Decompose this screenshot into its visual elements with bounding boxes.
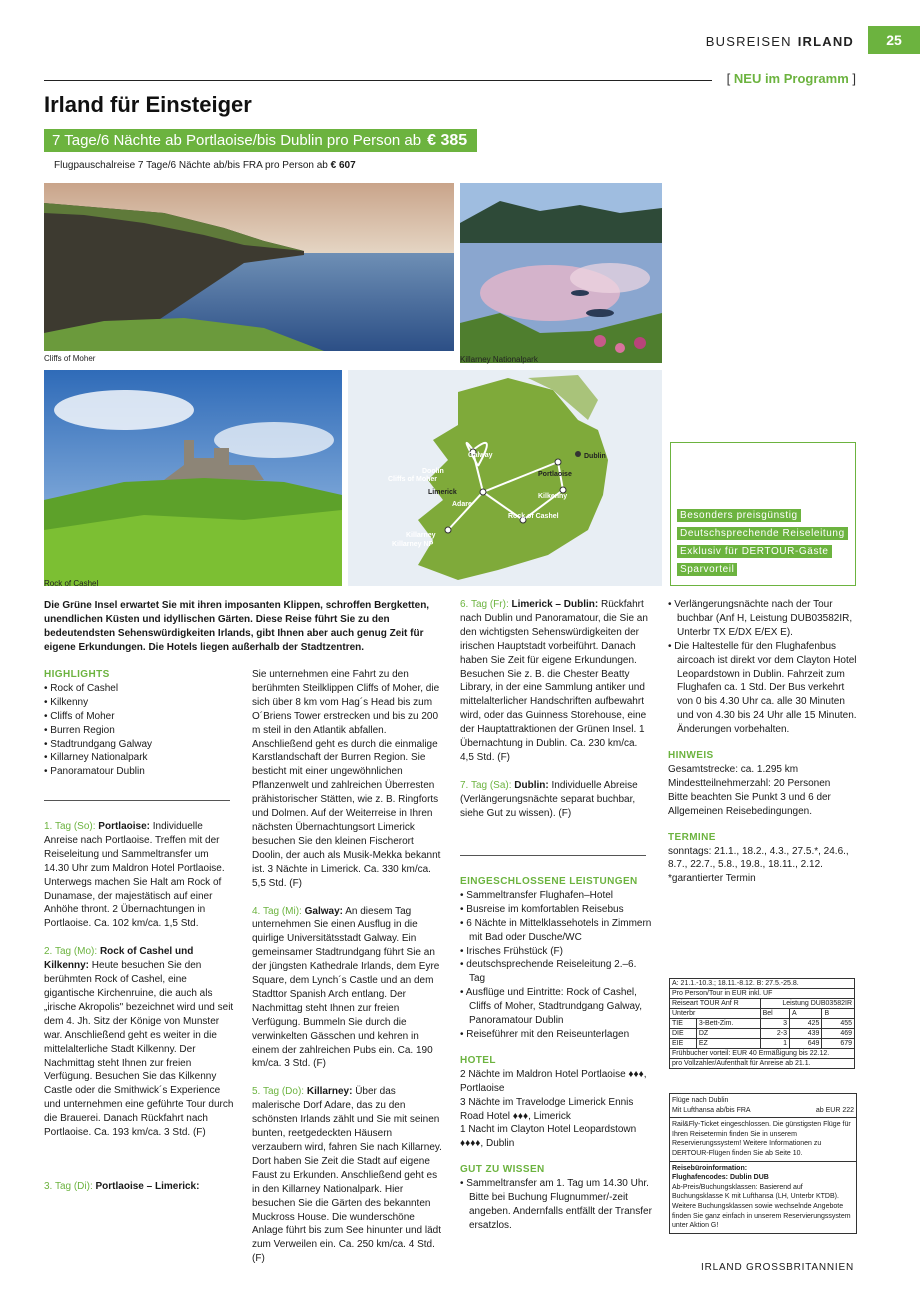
column-1 <box>44 668 234 779</box>
price-table-header-b: B <box>822 1009 855 1019</box>
list-item: • Burren Region <box>44 724 234 738</box>
badge-exklusiv: Exklusiv für DERTOUR-Gäste <box>677 545 832 558</box>
day-4-title: Galway: <box>304 905 343 917</box>
caption-cashel: Rock of Cashel <box>44 579 99 588</box>
list-item: • Ausflüge und Eintritte: Rock of Cashel, Cliffs of Moher, Stadtrundgang Galway, Panoramatour Dublin <box>460 986 652 1028</box>
hotel-line-1: 2 Nächte im Maldron Hotel Portlaoise ♦♦♦, Portlaoise <box>460 1068 647 1094</box>
column-3 <box>460 598 648 821</box>
column-3-services <box>460 875 652 1233</box>
list-item: • deutschsprechende Reiseleitung 2.–6. Tag <box>460 958 652 986</box>
list-item: • Kilkenny <box>44 696 234 710</box>
list-item: • Killarney Nationalpark <box>44 751 234 765</box>
rock-of-cashel-photo <box>44 370 342 586</box>
price-table-note-1: Frühbucher vorteil: EUR 40 Ermäßigung bis 22.12. <box>670 1049 855 1059</box>
flight-box-price: ab EUR 222 <box>815 1106 854 1114</box>
column-1-days <box>44 820 234 1140</box>
day-7 <box>460 779 648 821</box>
price-table-dates: A: 21.1.-10.3.; 18.11.-8.12. B: 27.5.-25.8. <box>670 979 855 989</box>
features-box <box>670 442 856 586</box>
gut-list-cont <box>668 598 860 737</box>
cliffs-of-moher-photo <box>44 183 454 351</box>
day-1-title: Portlaoise: <box>98 821 150 832</box>
page-title: Irland für Einsteiger <box>44 92 252 117</box>
price-table-box <box>669 978 857 1069</box>
flight-package-text: Flugpauschalreise 7 Tage/6 Nächte ab/bis FRA pro Person ab <box>54 160 328 171</box>
badge-preisguenstig: Besonders preisgünstig <box>677 509 801 522</box>
gut-list-start <box>460 1177 652 1233</box>
list-item: • Busreise im komfortablen Reisebus <box>460 903 652 917</box>
termine-heading: TERMINE <box>668 831 716 843</box>
day-3-label: 3. Tag (Di): <box>44 1181 93 1192</box>
map-label-killarney: Killarney <box>406 532 436 539</box>
flight-box-title: Flüge nach Dublin <box>672 1097 729 1104</box>
table-row: TIE 3-Bett-Zim. 3 425 455 <box>670 1019 855 1029</box>
map-label-cliffs: Cliffs of Moher <box>388 476 437 483</box>
flight-box-codes: Flughafencodes: Dublin DUB <box>672 1174 769 1182</box>
page-number: 25 <box>868 26 920 54</box>
highlights-list <box>44 682 234 779</box>
flight-box-sub: Mit Lufthansa ab/bis FRA <box>672 1106 751 1114</box>
list-item: • Die Haltestelle für den Flughafenbus aircoach ist direkt vor dem Clayton Hotel Leopardstown in Dublin. Fahrzeit zum Flughafen ca. 1 Std. Der Bus verkehrt von 0 bis 4.30 Uhr ca. alle 30 Minuten und von 4.30 bis 24 Uhr alle 15 Minuten. Änderungen vorbehalten. <box>668 640 860 737</box>
day-1-label: 1. Tag (So): <box>44 821 96 832</box>
day-2-text: Heute besuchen Sie den berühmten Rock of Cashel, eine gigantische Kirchenruine, die auch als „irische Akropolis" bezeichnet wird und seit dem 4. Jh. Sitz der Könige von Munster war. Anschließend geht es weiter in die mittelalterliche Stadt Kilkenny. Der Nachmittag steht Ihnen zur freien Verfügung. Besuchen Sie das Kilkenny Castle oder die Smithwick´s Experience und unternehmen eine geführte Tour durch die Brauerei. Danach Rückfahrt nach Portlaoise. Ca. 193 km/ca. 3 Std. (F) <box>44 960 234 1139</box>
termine-text: sonntags: 21.1., 18.2., 4.3., 27.5.*, 24.6., 8.7., 22.7., 5.8., 19.8., 18.11., 2.12. <box>668 845 849 871</box>
hotel-line-2: 3 Nächte im Travelodge Limerick Ennis Road Hotel ♦♦♦, Limerick <box>460 1096 634 1122</box>
day-1-text: Individuelle Anreise nach Portlaoise. Treffen mit der Reiseleitung und Sammeltransfer um 14.30 Uhr zum Maldron Hotel Portlaoise. Unterwegs machen Sie Halt am Rock of Dunamase, der majestätisch auf einer Anhöhe thront. 2 Übernachtungen in Portlaoise. Ca. 102 km/ca. 1,5 Std. <box>44 821 225 930</box>
new-badge: [ NEU im Programm ] <box>726 71 856 86</box>
price-table-header-a: A <box>790 1009 822 1019</box>
flight-info-box <box>669 1093 857 1234</box>
price-table-per-person: Pro Person/Tour in EUR inkl. UF <box>670 989 855 999</box>
day-6 <box>460 598 648 765</box>
map-label-rock-of-cashel: Rock of Cashel <box>508 513 559 520</box>
map-label-limerick: Limerick <box>428 489 457 496</box>
list-item: • 6 Nächte in Mittelklassehotels in Zimmern mit Bad oder Dusche/WC <box>460 917 652 945</box>
hinweis-line-3: Bitte beachten Sie Punkt 3 und 6 der Allgemeinen Reisebedingungen. <box>668 791 831 817</box>
gut-heading: GUT ZU WISSEN <box>460 1164 545 1176</box>
day-5-text: Über das malerische Dorf Adare, das zu den schönsten Irlands zählt und Sie mit seinen bunten, reetgedeckten Häusern verzaubern wird, fahren Sie nach Killarney. Dort haben Sie Zeit die Stadt auf eigene Faust zu Erkunden. Anschließend geht es in den Killarney Nationalpark. Hier besuchen Sie die Gärten des bekannten Muckross House. Die wunderschöne Anlage führt bis zum See hinunter und lädt zum Verweilen ein. Ca. 250 km/ca. 4 Std. (F) <box>252 1086 442 1265</box>
header-category <box>706 34 854 49</box>
hinweis-heading: HINWEIS <box>668 750 714 762</box>
map-label-doolin: Doolin <box>422 468 444 475</box>
day-2 <box>44 945 234 1140</box>
route-map <box>348 370 662 586</box>
day-4-text: An diesem Tag unternehmen Sie einen Ausflug in die quirlige Universitätsstadt Galway. Ein gemeinsamer Stadtrundgang führt Sie an der jüngsten Kathedrale Irlands, dem Eyre Square, dem Lynch´s Castle und an dem Stadttor Spanish Arch entlang. Der Nachmittag steht Ihnen zur freien Verfügung. Bummeln Sie durch die verwinkelten Gässchen und kehren in einem der zahlreichen Pubs ein. Ca. 190 km/ca. 3 Std. (F) <box>252 905 440 1070</box>
day-3-col1 <box>44 1180 234 1194</box>
list-item: • Irisches Frühstück (F) <box>460 945 652 959</box>
price-table-header-bel: Bel <box>760 1009 789 1019</box>
day-2-title: Rock of Cashel und Kilkenny: <box>44 946 194 972</box>
caption-killarney: Killarney Nationalpark <box>460 355 538 364</box>
day-6-title: Limerick – Dublin: <box>511 599 599 610</box>
hinweis-line-2: Mindestteilnehmerzahl: 20 Personen <box>668 777 831 789</box>
day-1 <box>44 820 234 931</box>
list-item: • Rock of Cashel <box>44 682 234 696</box>
killarney-photo <box>460 183 662 363</box>
highlights-heading: HIGHLIGHTS <box>44 669 110 680</box>
list-item: • Sammeltransfer Flughafen–Hotel <box>460 889 652 903</box>
badge-reiseleitung: Deutschsprechende Reiseleitung <box>677 527 848 540</box>
map-label-dublin: Dublin <box>584 453 606 460</box>
list-item: • Stadtrundgang Galway <box>44 738 234 752</box>
caption-cliffs: Cliffs of Moher <box>44 354 96 363</box>
included-list <box>460 889 652 1042</box>
price-bar-price: € 385 <box>427 131 468 149</box>
new-badge-text: NEU im Programm <box>733 71 849 86</box>
map-label-portlaoise: Portlaoise <box>538 471 572 478</box>
day-7-text: Individuelle Abreise (Verlängerungsnächte separat buchbar, siehe Gut zu wissen). (F) <box>460 779 638 819</box>
hotel-line-3: 1 Nacht im Clayton Hotel Leopardstown ♦♦♦♦, Dublin <box>460 1124 637 1150</box>
day-7-label: 7. Tag (Sa): <box>460 779 512 791</box>
table-row: EIE EZ 1 649 679 <box>670 1039 855 1049</box>
divider <box>44 800 230 801</box>
list-item: • Sammeltransfer am 1. Tag um 14.30 Uhr. Bitte bei Buchung Flugnummer/-zeit angeben. Andernfalls entfällt der Transfer ersatzlos. <box>460 1177 652 1233</box>
map-label-killarney-np: Killarney NP <box>392 541 434 548</box>
flight-package-price: € 607 <box>330 160 356 171</box>
map-label-adare: Adare <box>452 501 472 508</box>
flight-box-subline <box>672 1106 854 1116</box>
day-5 <box>252 1085 442 1266</box>
list-item: • Verlängerungsnächte nach der Tour buchbar (Anf H, Leistung DUB03582IR, Unterbr TX E/DX E/EX E). <box>668 598 860 640</box>
day-4-label: 4. Tag (Mi): <box>252 905 302 917</box>
flight-box-info-head: Reisebüroinformation: <box>672 1164 748 1172</box>
flight-box-text-2: Ab-Preis/Buchungsklassen: Basierend auf Buchungsklasse K mit Lufthansa (LH, Unterbr KTDB). Weitere Buchungsklassen sowie wechselnde Angebote finden Sie ganz einfach in unserem Reservierungssystem unter Aktion G! <box>672 1183 851 1230</box>
intro-text: Die Grüne Insel erwartet Sie mit ihren imposanten Klippen, schroffen Bergketten, unendlichen Küsten und idyllischen Gärten. Diese Reise führt Sie zu den bedeutendsten Sehenswürdigkeiten Irlands, gibt Ihnen aber auch genug Zeit für eigene Erkundungen. Die Hotels liegen außerhalb der Stadtzentren. <box>44 600 430 653</box>
flight-box-text-1: Rail&Fly-Ticket eingeschlossen. Die günstigsten Flüge für Ihren Reisetermin finden Sie in unserem Reservierungssystem! Weitere Informationen zu DERTOUR-Flügen finden Sie ab Seite 10. <box>672 1121 851 1157</box>
category-busreisen: BUSREISEN <box>705 34 792 49</box>
map-label-galway: Galway <box>468 452 493 459</box>
termine-note: *garantierter Termin <box>668 873 756 885</box>
day-7-title: Dublin: <box>514 779 549 791</box>
day-6-text: Rückfahrt nach Dublin und Panoramatour, die Sie an den wichtigsten Sehenswürdigkeiten der irischen Hauptstadt vorbeiführt. Danach haben Sie Zeit für eigene Erkundungen. Besuchen Sie z. B. die Chester Beatty Library, in der eine Sammlung antiker und mittelalterlicher Handschriften aufbewahrt wird, oder das Guinness Storehouse, eine der Hauptattraktionen der Grünen Insel. 1 Übernachtung in Dublin. Ca. 230 km/ca. 4,5 Std. (F) <box>460 599 648 763</box>
day-2-label: 2. Tag (Mo): <box>44 946 98 958</box>
flight-package-line <box>54 160 356 171</box>
included-heading: EINGESCHLOSSENE LEISTUNGEN <box>460 876 638 887</box>
day-6-label: 6. Tag (Fr): <box>460 599 509 610</box>
badge-sparvorteil: Sparvorteil <box>677 563 737 576</box>
day-5-label: 5. Tag (Do): <box>252 1086 305 1098</box>
price-table-note-2: pro Vollzahler/Aufenthalt für Anreise ab 21.1. <box>670 1059 855 1069</box>
table-row: DIE DZ 2-3 439 469 <box>670 1029 855 1039</box>
category-irland: IRLAND <box>797 34 854 49</box>
column-2 <box>252 668 442 1266</box>
price-bar-text: 7 Tage/6 Nächte ab Portlaoise/bis Dublin pro Person ab <box>52 132 422 149</box>
day-3-text: Sie unternehmen eine Fahrt zu den berühmten Steilklippen Cliffs of Moher, die sich über 8 km vom Hag´s Head bis zum O´Briens Tower erstrecken und bis zu 200 m steil in den Atlantik abfallen. Anschließend geht es durch die einmalige Karstlandschaft der Burren Region. Sie besticht mit einer ungewöhnlichen Pflanzenwelt und zahlreichen Überresten prähistorischer Stätten, wie z. B. Ringforts und Dolmen. Auf der Weiterreise in Ihren nächsten Übernachtungsort Limerick besuchen Sie den kleinen Fischerort Doolin, der auch als Musik-Mekka bekannt ist. 3 Nächte in Limerick. Ca. 330 km/ca. 5,5 Std. (F) <box>252 669 441 889</box>
day-5-title: Killarney: <box>306 1086 353 1098</box>
price-bar <box>44 129 477 152</box>
list-item: • Panoramatour Dublin <box>44 765 234 779</box>
map-label-kilkenny: Kilkenny <box>538 493 568 500</box>
page-footer: IRLAND GROSSBRITANNIEN <box>701 1262 854 1273</box>
price-table-leistung: Leistung DUB03582IR <box>760 999 854 1009</box>
price-table-header-unterbr: Unterbr <box>670 1009 761 1019</box>
divider <box>460 855 646 856</box>
hinweis-line-1: Gesamtstrecke: ca. 1.295 km <box>668 763 799 775</box>
list-item: • Reiseführer mit den Reiseunterlagen <box>460 1028 652 1042</box>
price-table-reiseart: Reiseart TOUR Anf R <box>670 999 761 1009</box>
price-table <box>669 978 855 1069</box>
column-4 <box>668 598 860 886</box>
day-4 <box>252 905 442 1072</box>
day-3-title: Portlaoise – Limerick: <box>95 1181 200 1192</box>
list-item: • Cliffs of Moher <box>44 710 234 724</box>
hotel-heading: HOTEL <box>460 1054 496 1066</box>
header-rule <box>44 80 712 81</box>
